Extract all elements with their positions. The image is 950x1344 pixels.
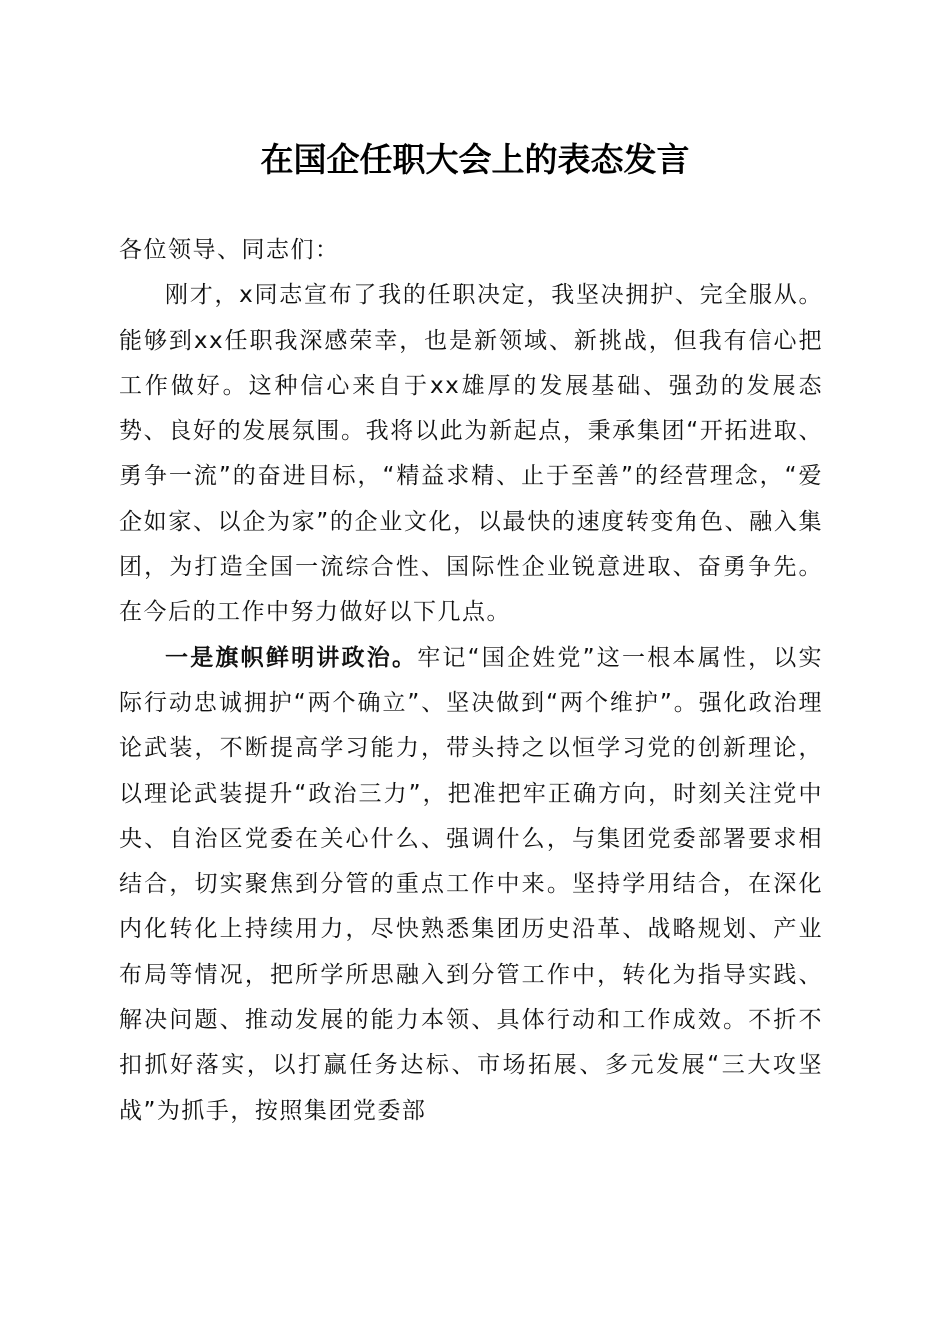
paragraph-1-text: 刚才，x同志宣布了我的任职决定，我坚决拥护、完全服从。能够到xx任职我深感荣幸，也是新领域、新挑战，但我有信心把工作做好。这种信心来自于xx雄厚的发展基础、强劲的发展态势、良好的发展氛围。我将以此为新起点，秉承集团“开拓进取、勇争一流”的奋进目标，“精益求精、止于至善”的经营理念，“爱企如家、以企为家”的企业文化，以最快的速度转变角色、融入集团，为打造全国一流综合性、国际性企业锐意进取、奋勇争先。在今后的工作中努力做好以下几点。: [119, 282, 823, 626]
document-title: 在国企任职大会上的表态发言: [260, 140, 690, 179]
paragraph-2-lead: 一是旗帜鲜明讲政治。: [165, 644, 418, 671]
salutation: 各位领导、同志们：: [119, 237, 340, 263]
paragraph-1: [119, 273, 823, 635]
paragraph-2: [119, 636, 823, 1134]
paragraph-2-text: 牢记“国企姓党”这一根本属性，以实际行动忠诚拥护“两个确立”、坚决做到“两个维护”。强化政治理论武装，不断提高学习能力，带头持之以恒学习党的创新理论，以理论武装提升“政治三力”，把准把牢正确方向，时刻关注党中央、自治区党委在关心什么、强调什么，与集团党委部署要求相结合，切实聚焦到分管的重点工作中来。坚持学用结合，在深化内化转化上持续用力，尽快熟悉集团历史沿革、战略规划、产业布局等情况，把所学所思融入到分管工作中，转化为指导实践、解决问题、推动发展的能力本领、具体行动和工作成效。不折不扣抓好落实，以打赢任务达标、市场拓展、多元发展“三大攻坚战”为抓手，按照集团党委部: [119, 644, 823, 1124]
document-body: [119, 228, 823, 1134]
